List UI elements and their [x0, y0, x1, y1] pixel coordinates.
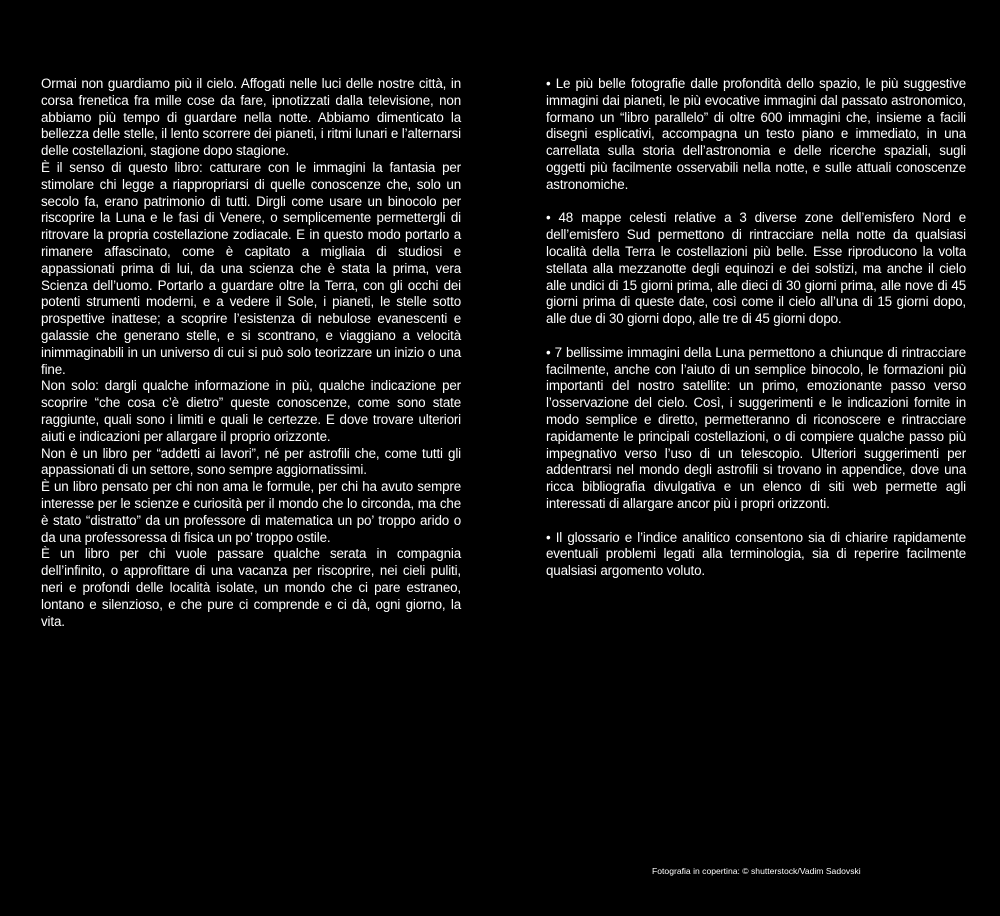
closing-paragraph: È un libro per chi vuole passare qualche serata in compagnia dell’infinito, o approfittare di una vacanza per riscoprire, nei cieli puliti, neri e profondi delle località isolate, un mondo che ci pare estraneo, lontano e silenzioso, e che pure ci comprende e ci dà, ogni giorno, la vita. [41, 546, 461, 629]
feature-photographs: • Le più belle fotografie dalle profondità dello spazio, le più suggestive immagini dai pianeti, le più evocative immagini dal passato astronomico, formano un “libro parallelo” di oltre 600 immagini che, insieme a facili disegni esplicativi, accompagna un testo piano e immediato, in una carrellata sulla storia dell’astronomia e delle ricerche spaziali, sugli oggetti più facilmente osservabili nella notte, e sulle attuali conoscenze astronomiche. [546, 76, 966, 192]
purpose-paragraph: È il senso di questo libro: catturare con le immagini la fantasia per stimolare chi legge a riappropriarsi di quelle conoscenze che, solo un secolo fa, erano patrimonio di tutti. Dirgli come usare un binocolo per riscoprire la Luna e le fasi di Venere, o semplicemente permettergli di ritrovare la propria costellazione zodiacale. E in questo modo portarlo a rimanere affascinato, come è capitato a migliaia di studiosi e appassionati prima di lui, da una scienza che è stata la prima, vera Scienza dell’uomo. Portarlo a guardare oltre la Terra, con gli occhi dei potenti strumenti moderni, e a vedere il Sole, i pianeti, le stelle sotto prospettive inattese; a scoprire l’esistenza di nebulose evanescenti e galassie che generano stelle, e si scontrano, e viaggiano a velocità inimmaginabili in un universo di cui si può solo teorizzare un inizio o una fine. [41, 159, 461, 377]
right-text-column [546, 76, 966, 597]
left-text-column [41, 76, 461, 630]
intro-paragraph: Ormai non guardiamo più il cielo. Affogati nelle luci delle nostre città, in corsa frenetica fra mille cose da fare, ipnotizzati dalla televisione, non abbiamo più tempo di guardare nella notte. Abbiamo dimenticato la bellezza delle stelle, il lento scorrere dei pianeti, i ritmi lunari e l’alternarsi delle costellazioni, stagione dopo stagione. [41, 76, 461, 159]
information-paragraph: Non solo: dargli qualche informazione in più, qualche indicazione per scoprire “che cosa c’è dietro” queste conoscenze, come sono state raggiunte, quali sono i limiti e quali le certezze. E dove trovare ulteriori aiuti e indicazioni per allargare il proprio orizzonte. [41, 378, 461, 444]
audience-paragraph: Non è un libro per “addetti ai lavori”, né per astrofili che, come tutti gli appassionati di un settore, sono sempre aggiornatissimi. [41, 445, 461, 478]
readers-paragraph: È un libro pensato per chi non ama le formule, per chi ha avuto sempre interesse per le scienze e curiosità per il mondo che lo circonda, ma che è stato “distratto” da un professore di matematica un po’ troppo arido o da una professoressa di fisica un po’ troppo ostile. [41, 479, 461, 545]
feature-glossary-index: • Il glossario e l’indice analitico consentono sia di chiarire rapidamente eventuali problemi legati alla terminologia, sia di reperire facilmente qualsiasi argomento voluto. [546, 529, 966, 579]
feature-moon-images: • 7 bellissime immagini della Luna permettono a chiunque di rintracciare facilmente, anche con l’aiuto di un semplice binocolo, le formazioni più importanti del nostro satellite: un primo, emozionante passo verso l’osservazione del cielo. Così, i suggerimenti e le indicazioni fornite in modo semplice e diretto, permetteranno di riconoscere e rintracciare rapidamente le principali costellazioni, o di compiere qualche passo più impegnativo verso l’uso di un telescopio. Ulteriori suggerimenti per addentrarsi nel mondo degli astrofili si trovano in appendice, dove una ricca bibliografia divulgativa e un elenco di siti web permette agli interessati di allargare ancor più i propri orizzonti. [546, 344, 966, 511]
feature-star-maps: • 48 mappe celesti relative a 3 diverse zone dell’emisfero Nord e dell’emisfero Sud permettono di rintracciare nella notte da qualsiasi località della Terra le costellazioni più belle. Esse riproducono la volta stellata alla mezzanotte degli equinozi e dei solstizi, ma anche il cielo alle undici di 15 giorni prima, alle dieci di 30 giorni prima, alle nove di 45 giorni prima di queste date, così come il cielo all’una di 15 giorni dopo, alle due di 30 giorni dopo, alle tre di 45 giorni dopo. [546, 210, 966, 327]
cover-photo-credit: Fotografia in copertina: © shutterstock/Vadim Sadovski [652, 866, 861, 876]
